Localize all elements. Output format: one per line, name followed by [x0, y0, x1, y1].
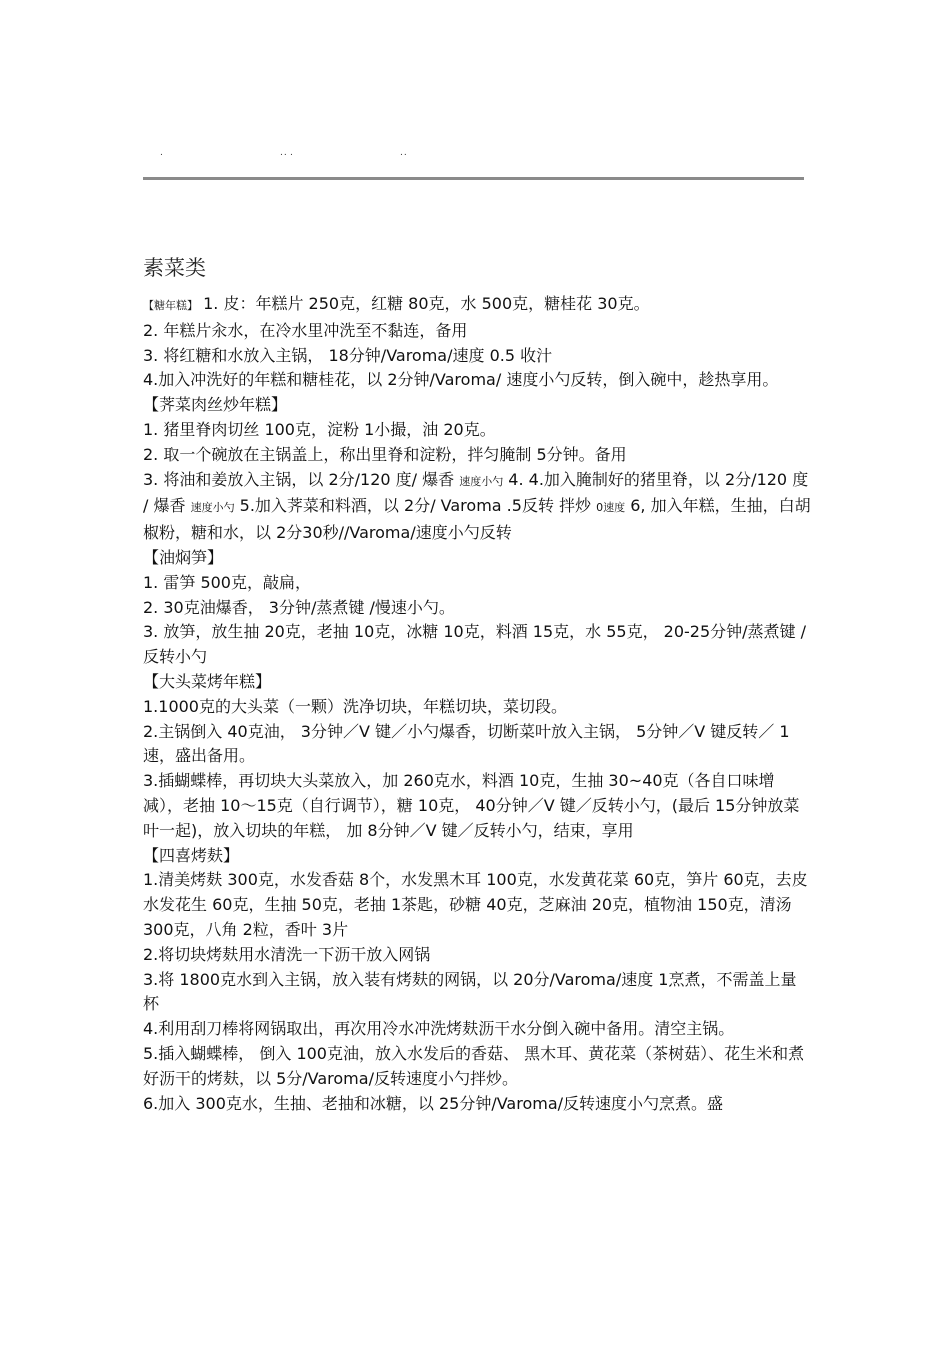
line-text: 4.利用刮刀棒将网锅取出，再次用冷水冲洗烤麸沥干水分倒入碗中备用。清空主锅。 — [143, 1019, 735, 1039]
recipe-line — [143, 418, 811, 443]
recipe-line — [143, 571, 811, 596]
line-text: 2.将切块烤麸用水清洗一下沥干放入网锅 — [143, 944, 431, 964]
line-text: 2. 取一个碗放在主锅盖上，称出里脊和淀粉，拌匀腌制 5分钟。备用 — [143, 444, 627, 464]
recipe-line — [143, 720, 811, 770]
line-text: 4.加入冲洗好的年糕和糖桂花，以 2分钟/Varoma/ 速度小勺反转，倒入碗中，趁热享用。 — [143, 370, 779, 390]
line-text: 【荠菜肉丝炒年糕】 — [143, 395, 288, 415]
recipe-content — [143, 292, 811, 1116]
recipe-line — [143, 695, 811, 720]
small-label: 0速度 — [596, 501, 626, 515]
recipe-line — [143, 769, 811, 843]
line-text: 2. 30克油爆香， 3分钟/蒸煮键 /慢速小勺。 — [143, 597, 455, 617]
recipe-line — [143, 670, 811, 695]
header-dot: .. — [280, 148, 288, 158]
line-text: 3.插蝴蝶棒，再切块大头菜放入，加 260克水，料酒 10克，生抽 30~40克（各自口味增减），老抽 10～15克（自行调节），糖 10克， 40分钟／V 键／反转小勺，(最后 15分钟放菜叶一起)，放入切块的年糕， 加 8分钟／V 键／反转小勺，结束，享用 — [143, 771, 800, 840]
line-text: 5.加入荠菜和料酒，以 2分/ Varoma .5反转 拌炒 — [234, 496, 597, 516]
header-dot: . — [160, 148, 164, 158]
recipe-line — [143, 292, 811, 319]
line-text: 【四喜烤麸】 — [143, 845, 240, 865]
recipe-line — [143, 596, 811, 621]
header-dot: .. — [400, 148, 408, 158]
line-text: 2.主锅倒入 40克油， 3分钟／V 键／小勺爆香，切断菜叶放入主锅， 5分钟／V 键反转／ 1速，盛出备用。 — [143, 721, 790, 766]
line-text: 6.加入 300克水，生抽、老抽和冰糖，以 25分钟/Varoma/反转速度小勺烹煮。盛 — [143, 1093, 724, 1113]
recipe-line — [143, 1042, 811, 1092]
small-label: 【糖年糕】 — [143, 299, 198, 312]
line-text: 3. 将红糖和水放入主锅， 18分钟/Varoma/速度 0.5 收汁 — [143, 345, 553, 365]
line-text: 1.1000克的大头菜（一颗）洗净切块，年糕切块，菜切段。 — [143, 696, 567, 716]
section-title: 素菜类 — [143, 256, 206, 280]
line-text: 2. 年糕片汆水，在冷水里冲洗至不黏连，备用 — [143, 320, 468, 340]
line-text: 3. 将油和姜放入主锅，以 2分/120 度/ 爆香 — [143, 469, 460, 489]
line-text: 1. 猪里脊肉切丝 100克，淀粉 1小撮，油 20克。 — [143, 419, 496, 439]
recipe-line — [143, 368, 811, 393]
line-text: 3. 放笋，放生抽 20克，老抽 10克，冰糖 10克，料酒 15克，水 55克， 20-25分钟/蒸煮键 /反转小勺 — [143, 622, 807, 667]
line-text: 1. 雷笋 500克，敲扁， — [143, 572, 311, 592]
recipe-line — [143, 968, 811, 1018]
recipe-line — [143, 319, 811, 344]
line-text: 5.插入蝴蝶棒， 倒入 100克油，放入水发后的香菇、 黑木耳、黄花菜（茶树菇）、花生米和煮好沥干的烤麸，以 5分/Varoma/反转速度小勺拌炒。 — [143, 1043, 805, 1088]
recipe-line — [143, 943, 811, 968]
line-text: 1. 皮：年糕片 250克，红糖 80克，水 500克，糖桂花 30克。 — [198, 294, 650, 313]
recipe-line — [143, 844, 811, 869]
header-dot: . — [290, 148, 294, 158]
header-dots — [160, 148, 420, 160]
recipe-line — [143, 468, 811, 546]
line-text: 【油焖笋】 — [143, 547, 224, 567]
header-rule — [143, 177, 804, 180]
line-text: 【大头菜烤年糕】 — [143, 671, 272, 691]
recipe-line — [143, 393, 811, 418]
recipe-line — [143, 443, 811, 468]
line-text: 1.清美烤麸 300克，水发香菇 8个，水发黑木耳 100克，水发黄花菜 60克，笋片 60克，去皮水发花生 60克，生抽 50克，老抽 1茶匙，砂糖 40克，芝麻油 20克，植物油 150克，清汤 300克，八角 2粒，香叶 3片 — [143, 870, 808, 939]
line-text: 3.将 1800克水到入主锅，放入装有烤麸的网锅，以 20分/Varoma/速度 1烹煮，不需盖上量杯 — [143, 969, 797, 1014]
recipe-line — [143, 344, 811, 369]
recipe-line — [143, 1092, 811, 1117]
recipe-line — [143, 868, 811, 942]
recipe-line — [143, 546, 811, 571]
small-label: 速度小勺 — [459, 474, 504, 488]
recipe-line — [143, 1017, 811, 1042]
line-text: 4. 4.加入腌制好的猪里脊，以 2分/120 度 / 爆香 — [143, 469, 809, 516]
line-text: 6, 加入年糕，生抽，白胡椒粉，糖和水，以 2分30秒//Varoma/速度小勺反转 — [143, 496, 811, 543]
recipe-line — [143, 620, 811, 670]
small-label: 速度小勺 — [190, 501, 235, 515]
